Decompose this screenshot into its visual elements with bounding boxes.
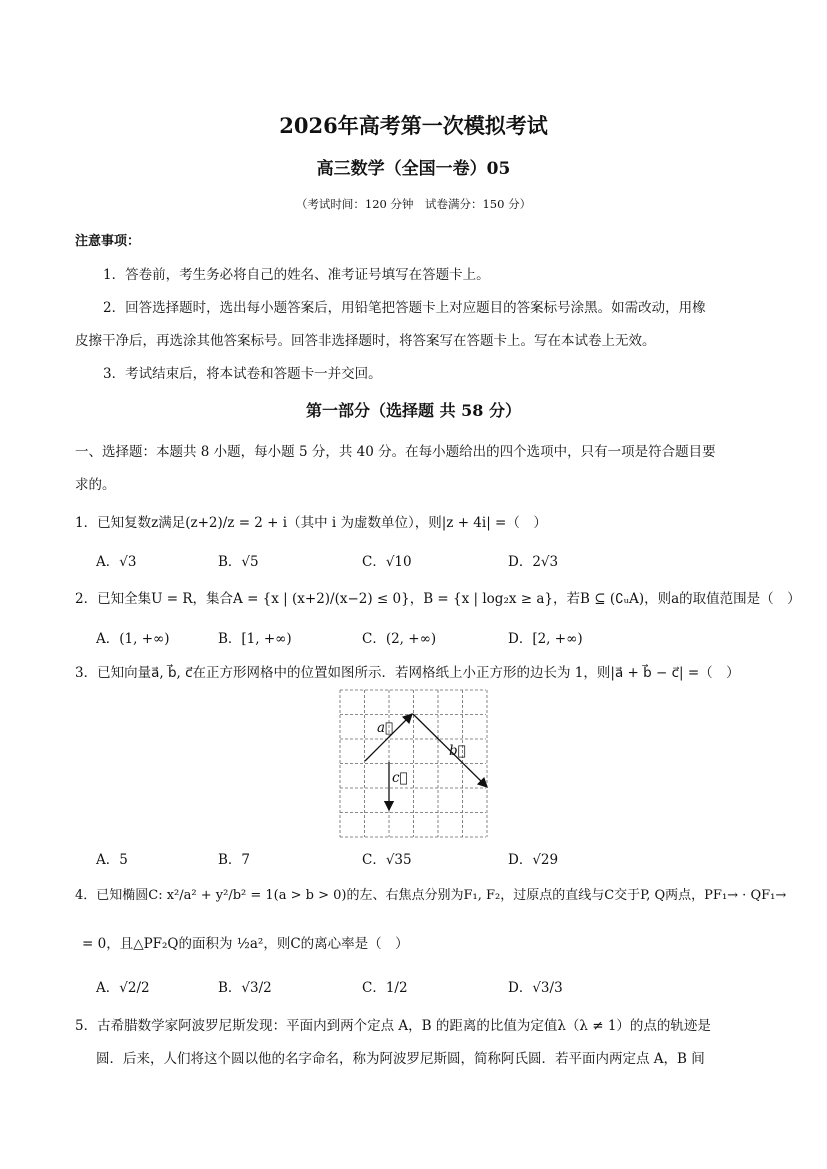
notice-heading: 注意事项： <box>75 234 141 249</box>
question-2-option-c: C．(2, +∞) <box>362 631 437 647</box>
vector-b-label: b⃗ <box>449 743 466 759</box>
question-4-option-d: D．√3/3 <box>508 980 563 996</box>
question-4-option-a: A．√2/2 <box>96 980 150 996</box>
question-3-option-b: B．7 <box>218 852 251 868</box>
section-intro: 求的。 <box>75 477 116 493</box>
notice-item: 1．答卷前，考生务必将自己的姓名、准考证号填写在答题卡上。 <box>103 267 490 283</box>
question-2-option-d: D．[2, +∞) <box>508 631 583 647</box>
question-5-stem: 圆．后来，人们将这个圆以他的名字命名，称为阿波罗尼斯圆，简称阿氏圆．若平面内两定点 A，B 间 <box>96 1051 705 1067</box>
question-5-stem: 5．古希腊数学家阿波罗尼斯发现：平面内到两个定点 A，B 的距离的比值为定值λ（λ ≠ 1）的点的轨迹是 <box>75 1018 711 1034</box>
question-4-option-b: B．√3/2 <box>218 980 272 996</box>
question-1-option-b: B．√5 <box>218 554 259 570</box>
notice-item: 皮擦干净后，再选涂其他答案标号。回答非选择题时，将答案写在答题卡上。写在本试卷上无效。 <box>75 333 656 349</box>
question-1-option-a: A．√3 <box>96 554 137 570</box>
question-2-option-b: B．[1, +∞) <box>218 631 292 647</box>
exam-title: 2026年高考第一次模拟考试 <box>279 113 548 138</box>
notice-item: 3．考试结束后，将本试卷和答题卡一并交回。 <box>103 366 382 382</box>
question-2-option-a: A．(1, +∞) <box>96 631 170 647</box>
question-1-option-c: C．√10 <box>362 554 412 570</box>
notice-item: 2．回答选择题时，选出每小题答案后，用铅笔把答题卡上对应题目的答案标号涂黑。如需改动，用橡 <box>103 300 706 316</box>
question-4-option-c: C．1/2 <box>362 980 408 996</box>
vector-grid-figure <box>338 688 492 840</box>
vector-c-label: c⃗ <box>392 770 408 786</box>
section-title: 第一部分（选择题 共 58 分） <box>306 401 521 420</box>
question-3-option-c: C．√35 <box>362 852 412 868</box>
question-3-option-d: D．√29 <box>508 852 559 868</box>
vector-a-label: a⃗ <box>377 720 394 736</box>
question-1-option-d: D．2√3 <box>508 554 559 570</box>
question-3-option-a: A．5 <box>96 852 128 868</box>
question-2-stem: 2．已知全集U = R，集合A = {x | (x+2)/(x−2) ≤ 0}，B = {x | log₂x ≥ a}，若B ⊆ (∁ᵤA)，则a的取值范围是（ ） <box>75 591 801 607</box>
section-intro: 一、选择题：本题共 8 小题，每小题 5 分，共 40 分。在每小题给出的四个选项中，只有一项是符合题目要 <box>75 444 716 460</box>
question-3-stem: 3．已知向量a⃗, b⃗, c⃗在正方形网格中的位置如图所示．若网格纸上小正方形的边长为 1，则|a⃗ + b⃗ − c⃗| =（ ） <box>75 665 740 681</box>
question-1-stem: 1．已知复数z满足(z+2)/z = 2 + i（其中 i 为虚数单位），则|z + 4i| =（ ） <box>75 515 547 531</box>
exam-info: （考试时间：120 分钟 试卷满分：150 分） <box>295 197 532 211</box>
question-4-stem: = 0，且△PF₂Q的面积为 ½a²，则C的离心率是（ ） <box>82 936 409 952</box>
question-4-stem: 4．已知椭圆C: x²/a² + y²/b² = 1(a > b > 0)的左、右焦点分别为F₁, F₂，过原点的直线与C交于P, Q两点，PF₁→ · QF₁→ <box>75 888 787 903</box>
exam-subtitle: 高三数学（全国一卷）05 <box>316 159 511 179</box>
